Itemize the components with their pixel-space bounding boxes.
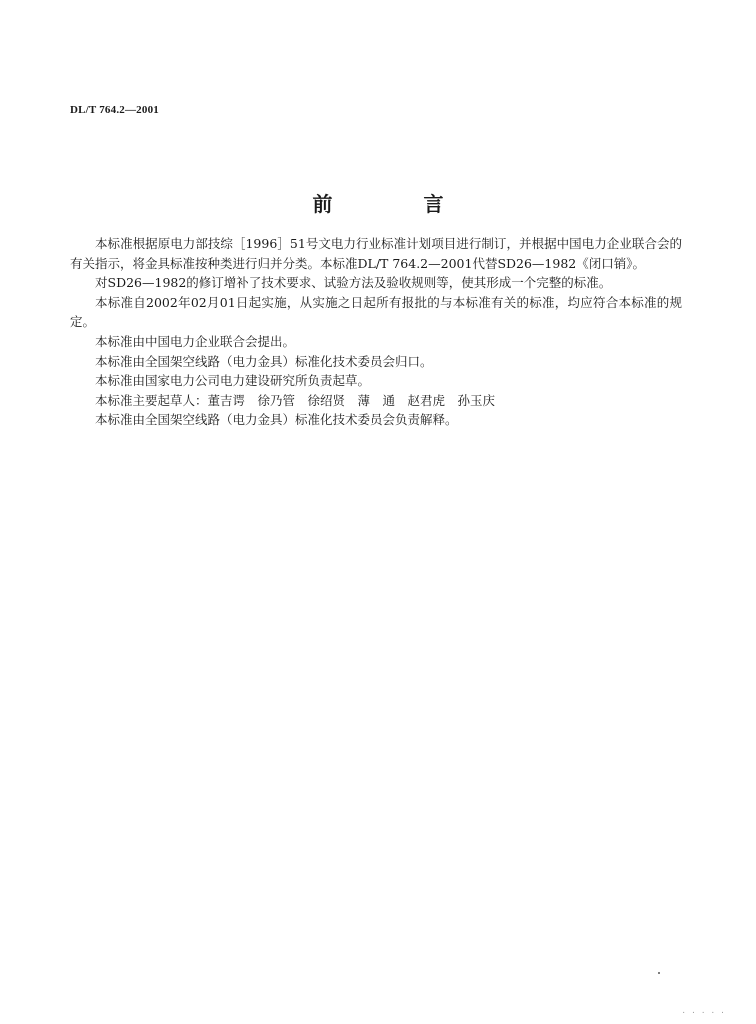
foreword-paragraph: 本标准由国家电力公司电力建设研究所负责起草。 <box>95 373 371 389</box>
page-title: 前 言 <box>312 192 486 216</box>
foreword-paragraph: 本标准由全国架空线路（电力金具）标准化技术委员会归口。 <box>95 353 433 369</box>
foreword-paragraph: 本标准由中国电力企业联合会提出。 <box>95 333 296 349</box>
foreword-paragraph: 本标准由全国架空线路（电力金具）标准化技术委员会负责解释。 <box>95 412 458 428</box>
foreword-paragraph: 对SD26—1982的修订增补了技术要求、试验方法及验收规则等，使其形成一个完整的标准。 <box>95 275 612 291</box>
foreword-paragraph: 本标准自2002年02月01日起实施，从实施之日起所有报批的与本标准有关的标准，均应符合本标准的规定。 <box>70 294 682 330</box>
scan-speck <box>658 972 660 974</box>
foreword-paragraph: 本标准根据原电力部技综［1996］51号文电力行业标准计划项目进行制订，并根据中国电力企业联合会的有关指示，将金具标准按种类进行归并分类。本标准DL/T 764.2—2001代替SD26—1982《闭口销》。 <box>70 236 682 271</box>
document-code: DL/T 764.2—2001 <box>70 104 159 116</box>
scan-marks: . . . . . <box>682 1006 726 1016</box>
foreword-body <box>70 234 682 430</box>
drafters-paragraph: 本标准主要起草人：董吉谔 徐乃管 徐绍贤 薄 通 赵君虎 孙玉庆 <box>95 392 496 408</box>
